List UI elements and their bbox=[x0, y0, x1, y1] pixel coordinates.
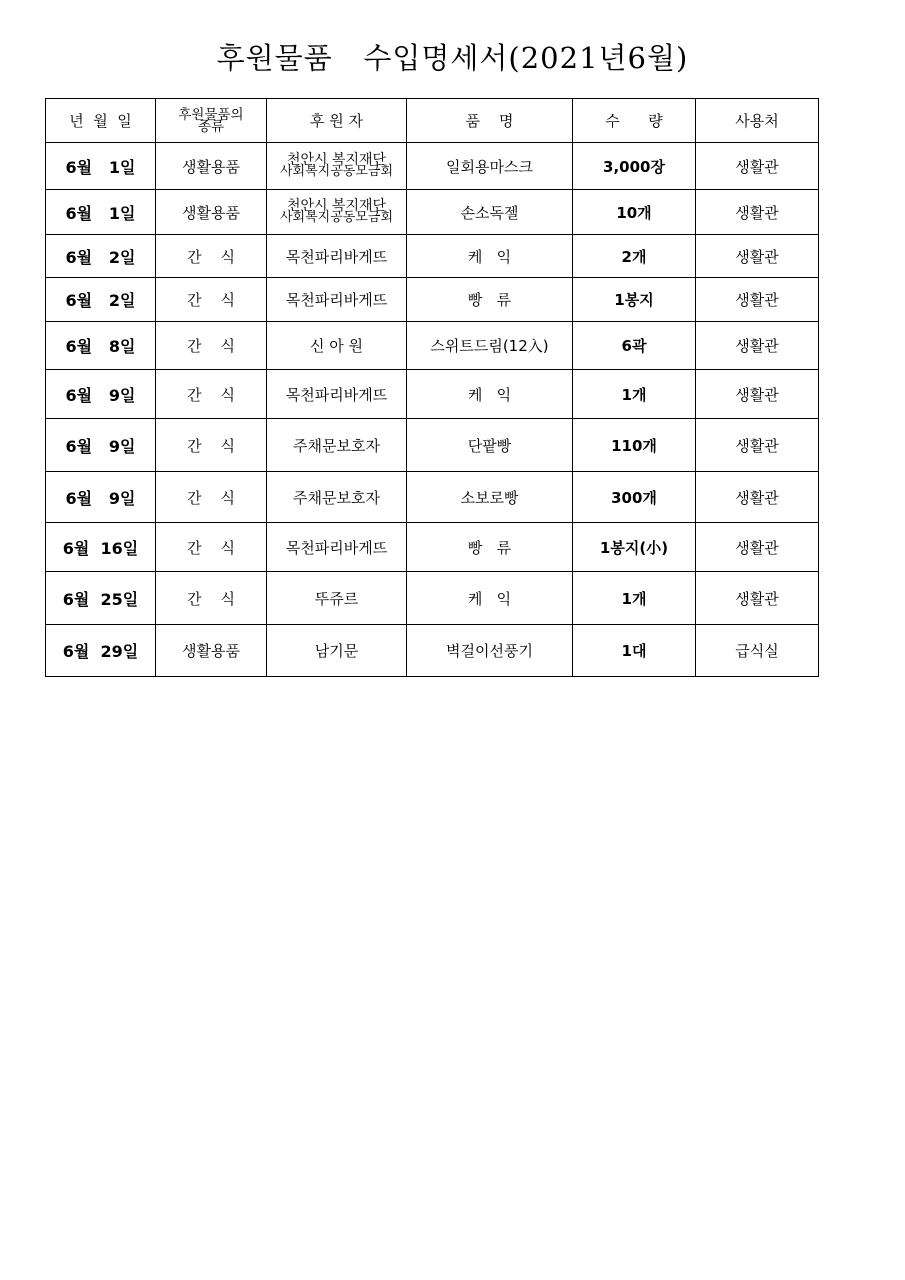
cell-use: 생활관 bbox=[696, 190, 819, 235]
table-row bbox=[46, 370, 819, 419]
table-row bbox=[46, 190, 819, 235]
cell-use: 생활관 bbox=[696, 572, 819, 625]
cell-donor-line1: 천안시 복지재단 bbox=[286, 152, 387, 168]
header-type-line2: 종류 bbox=[197, 118, 225, 135]
cell-date: 6월 9일 bbox=[46, 472, 156, 523]
cell-donor-line1: 천안시 복지재단 bbox=[286, 198, 387, 214]
cell-type: 생활용품 bbox=[156, 190, 267, 235]
cell-date: 6월 1일 bbox=[46, 190, 156, 235]
cell-use: 생활관 bbox=[696, 523, 819, 572]
table-row bbox=[46, 523, 819, 572]
cell-type: 간 식 bbox=[156, 572, 267, 625]
cell-donor: 남기문 bbox=[267, 625, 407, 677]
cell-item: 케 익 bbox=[407, 370, 573, 419]
cell-use: 생활관 bbox=[696, 278, 819, 322]
cell-donor: 목천파리바게뜨 bbox=[267, 235, 407, 278]
cell-qty: 2개 bbox=[573, 235, 696, 278]
cell-donor: 신 아 원 bbox=[267, 322, 407, 370]
cell-donor: 목천파리바게뜨 bbox=[267, 523, 407, 572]
cell-type: 간 식 bbox=[156, 472, 267, 523]
cell-item: 단팥빵 bbox=[407, 419, 573, 472]
cell-donor-line2: 사회복지공동모금회 bbox=[279, 164, 394, 179]
cell-use: 급식실 bbox=[696, 625, 819, 677]
document-title: 후원물품 수입명세서(2021년6월) bbox=[216, 41, 689, 75]
header-use: 사용처 bbox=[696, 99, 819, 143]
cell-donor bbox=[267, 190, 407, 235]
cell-item: 손소독젤 bbox=[407, 190, 573, 235]
cell-use: 생활관 bbox=[696, 370, 819, 419]
table-row bbox=[46, 625, 819, 677]
cell-donor: 주채문보호자 bbox=[267, 419, 407, 472]
cell-type: 간 식 bbox=[156, 322, 267, 370]
header-type-line1: 후원물품의 bbox=[178, 106, 244, 123]
cell-donor bbox=[267, 143, 407, 190]
cell-use: 생활관 bbox=[696, 143, 819, 190]
cell-qty: 10개 bbox=[573, 190, 696, 235]
cell-date: 6월 9일 bbox=[46, 370, 156, 419]
cell-type: 간 식 bbox=[156, 419, 267, 472]
table-row bbox=[46, 235, 819, 278]
cell-qty: 1대 bbox=[573, 625, 696, 677]
header-qty: 수 량 bbox=[573, 99, 696, 143]
cell-item: 빵 류 bbox=[407, 278, 573, 322]
header-date: 년 월 일 bbox=[46, 99, 156, 143]
table-row bbox=[46, 572, 819, 625]
header-donor: 후 원 자 bbox=[267, 99, 407, 143]
cell-date: 6월 1일 bbox=[46, 143, 156, 190]
cell-date: 6월 25일 bbox=[46, 572, 156, 625]
cell-donor: 주채문보호자 bbox=[267, 472, 407, 523]
cell-type: 간 식 bbox=[156, 278, 267, 322]
cell-date: 6월 8일 bbox=[46, 322, 156, 370]
cell-qty: 6곽 bbox=[573, 322, 696, 370]
cell-type: 생활용품 bbox=[156, 625, 267, 677]
cell-item: 케 익 bbox=[407, 572, 573, 625]
header-item: 품 명 bbox=[407, 99, 573, 143]
cell-qty: 1개 bbox=[573, 572, 696, 625]
cell-date: 6월 29일 bbox=[46, 625, 156, 677]
cell-item: 빵 류 bbox=[407, 523, 573, 572]
cell-qty: 3,000장 bbox=[573, 143, 696, 190]
table-row bbox=[46, 278, 819, 322]
cell-type: 간 식 bbox=[156, 523, 267, 572]
cell-type: 간 식 bbox=[156, 370, 267, 419]
cell-donor: 뚜쥬르 bbox=[267, 572, 407, 625]
cell-qty: 300개 bbox=[573, 472, 696, 523]
cell-qty: 1봉지(小) bbox=[573, 523, 696, 572]
cell-type: 생활용품 bbox=[156, 143, 267, 190]
cell-donor: 목천파리바게뜨 bbox=[267, 370, 407, 419]
table-row bbox=[46, 143, 819, 190]
cell-item: 벽걸이선풍기 bbox=[407, 625, 573, 677]
cell-item: 일회용마스크 bbox=[407, 143, 573, 190]
header-row bbox=[46, 99, 819, 143]
cell-use: 생활관 bbox=[696, 322, 819, 370]
cell-qty: 1개 bbox=[573, 370, 696, 419]
table-row bbox=[46, 322, 819, 370]
donation-table bbox=[45, 98, 819, 677]
table-row bbox=[46, 472, 819, 523]
cell-item: 스위트드림(12入) bbox=[407, 322, 573, 370]
cell-use: 생활관 bbox=[696, 235, 819, 278]
cell-qty: 1봉지 bbox=[573, 278, 696, 322]
cell-qty: 110개 bbox=[573, 419, 696, 472]
cell-item: 케 익 bbox=[407, 235, 573, 278]
cell-use: 생활관 bbox=[696, 419, 819, 472]
cell-date: 6월 2일 bbox=[46, 278, 156, 322]
cell-donor-line2: 사회복지공동모금회 bbox=[279, 210, 394, 225]
cell-date: 6월 16일 bbox=[46, 523, 156, 572]
cell-use: 생활관 bbox=[696, 472, 819, 523]
cell-date: 6월 9일 bbox=[46, 419, 156, 472]
cell-date: 6월 2일 bbox=[46, 235, 156, 278]
cell-item: 소보로빵 bbox=[407, 472, 573, 523]
cell-donor: 목천파리바게뜨 bbox=[267, 278, 407, 322]
cell-type: 간 식 bbox=[156, 235, 267, 278]
table-row bbox=[46, 419, 819, 472]
header-type bbox=[156, 99, 267, 143]
